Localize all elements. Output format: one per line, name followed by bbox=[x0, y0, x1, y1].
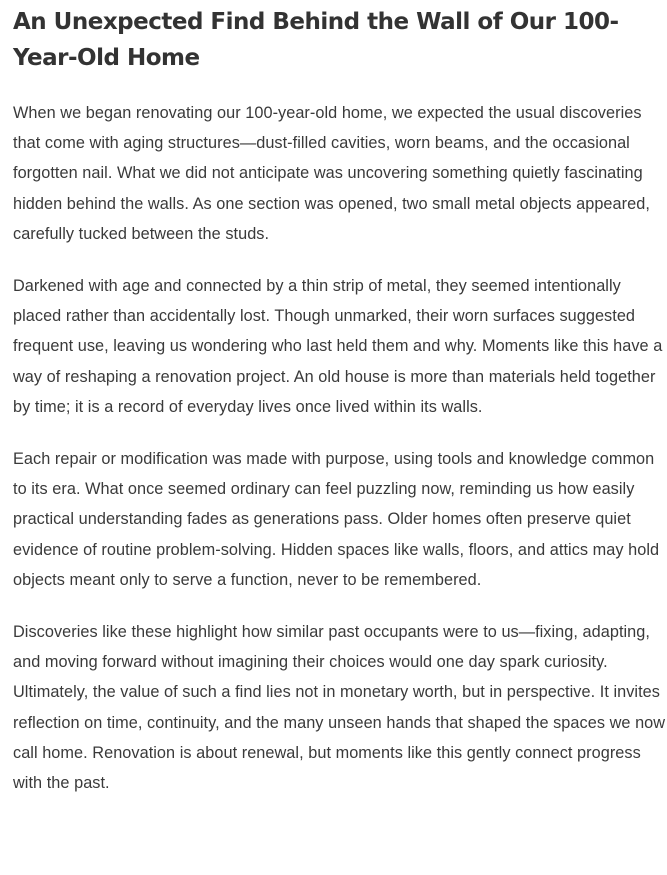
article-paragraph-4: Discoveries like these highlight how similar past occupants were to us—fixing, adapting, and moving forward without imagining their choices would one day spark curiosity. Ultimately, the value of such a find lies not in monetary worth, but in perspective. It invites reflection on time, continuity, and the many unseen hands that shaped the spaces we now call home. Renovation is about renewal, but moments like this gently connect progress with the past. bbox=[13, 623, 666, 793]
article-paragraph-1: When we began renovating our 100-year-old home, we expected the usual discoveries that come with aging structures—dust-filled cavities, worn beams, and the occasional forgotten nail. What we did not anticipate was uncovering something quietly fascinating hidden behind the walls. As one section was opened, two small metal objects appeared, carefully tucked between the studs. bbox=[13, 104, 650, 243]
article-paragraph-3: Each repair or modification was made with purpose, using tools and knowledge common to its era. What once seemed ordinary can feel puzzling now, reminding us how easily practical understanding fades as generations pass. Older homes often preserve quiet evidence of routine problem-solving. Hidden spaces like walls, floors, and attics may hold objects meant only to serve a function, never to be remembered. bbox=[13, 450, 660, 589]
article-paragraph-2: Darkened with age and connected by a thin strip of metal, they seemed intentionally placed rather than accidentally lost. Though unmarked, their worn surfaces suggested frequent use, leaving us wondering who last held them and why. Moments like this have a way of reshaping a renovation project. An old house is more than materials held together by time; it is a record of everyday lives once lived within its walls. bbox=[13, 277, 663, 416]
article bbox=[13, 4, 667, 798]
article-title: An Unexpected Find Behind the Wall of Our 100-Year-Old Home bbox=[13, 9, 619, 71]
